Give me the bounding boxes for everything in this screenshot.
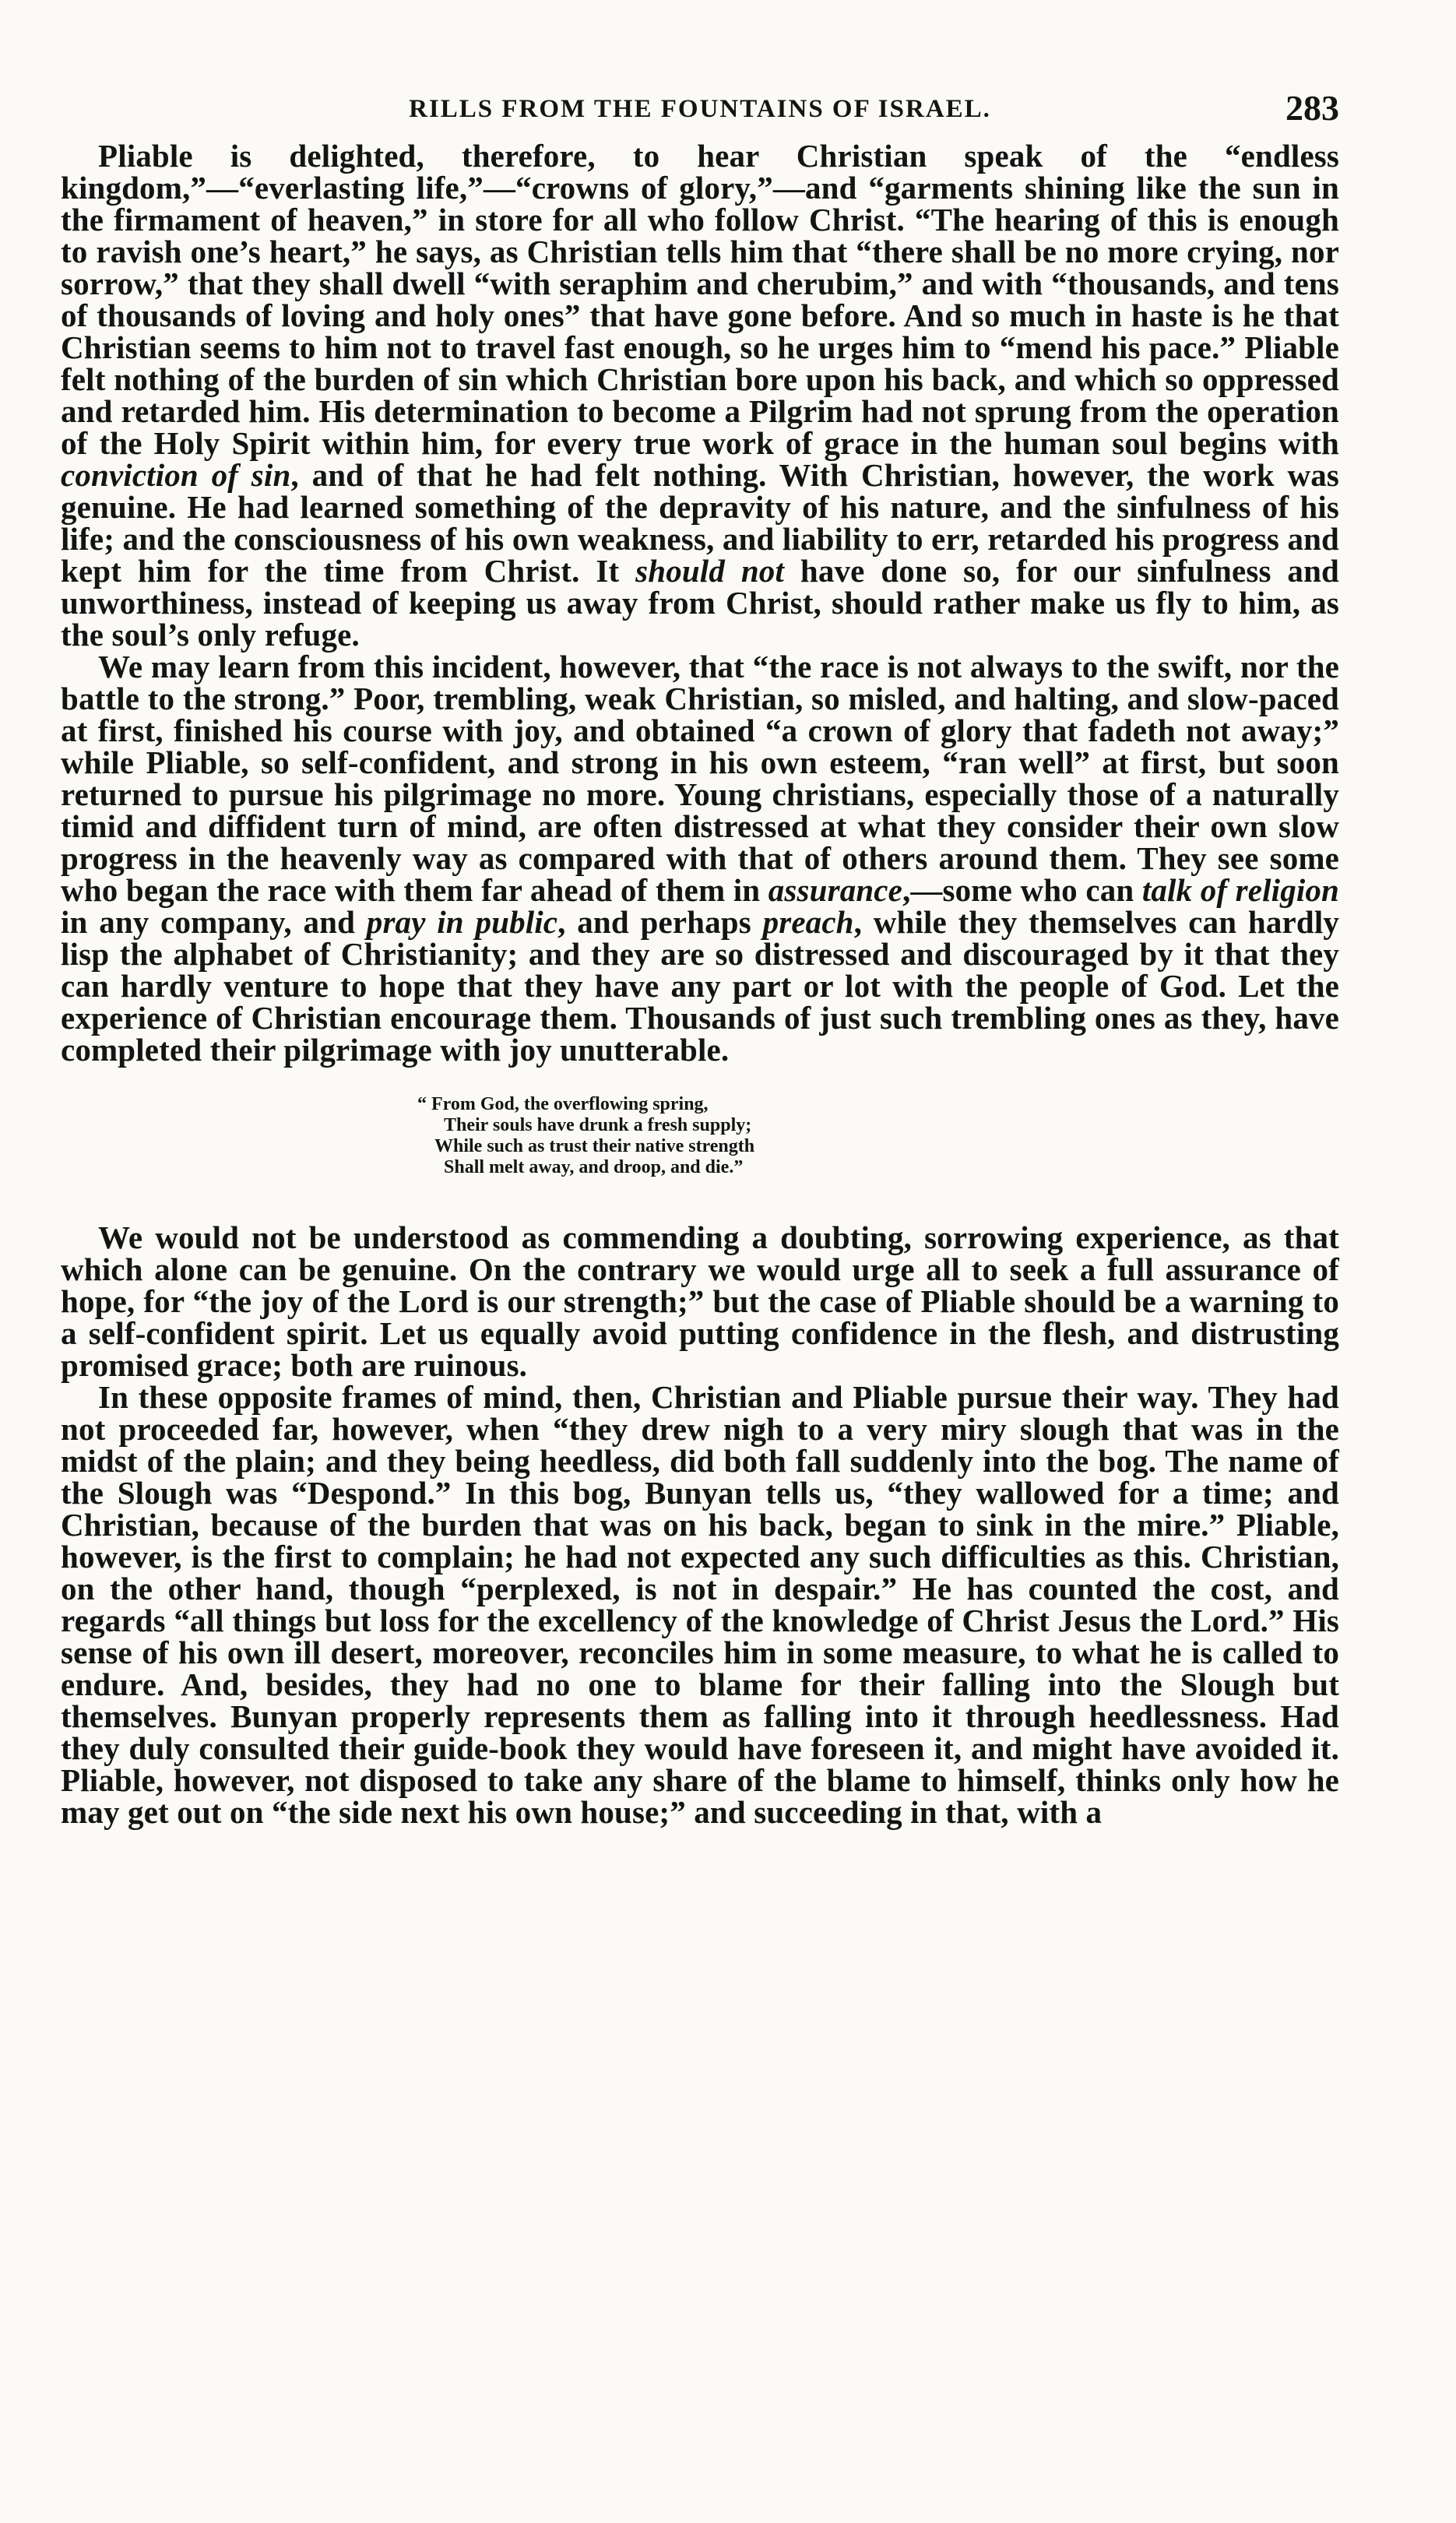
paragraph [61,1219,1339,1383]
verse-line: While such as trust their native strength [434,1136,755,1156]
italic-phrase: conviction of sin [61,457,291,493]
text-run: We would not be understood as commending a doubting, sorrowing experience, as that which alone can be genuine. On the contrary we would urge all to seek a full assurance of hope, for “the joy of the Lord is our strength;” but the case of Pliable should be a warning to a self-confident spirit. Let us equally avoid putting confidence in the flesh, and distrusting promised grace; both are ruinous. [61,1219,1339,1383]
italic-phrase: talk of religion [1141,872,1340,908]
body-text-lower [61,1219,1339,1830]
verse-quotation [417,1094,1339,1178]
verse-line: Their souls have drunk a fresh supply; [444,1115,752,1135]
verse-line: Shall melt away, and droop, and die.” [444,1157,744,1177]
italic-phrase: preach [762,904,854,940]
text-run: , while they themselves can hardly lisp the alphabet of Christianity; and they are so distressed and discouraged by it that they can hardly venture to hope that they have any part or lot with the people of God. Let the experience of Christian encourage them. Thousands of just such trembling ones as they, have completed their pilgrimage with joy unutterable. [61,904,1340,1068]
running-title: RILLS FROM THE FOUNTAINS OF ISRAEL. [409,95,991,123]
text-run: , and perhaps [557,904,763,940]
text-run: Pliable is delighted, therefore, to hear Christian speak of the “endless kingdom,”—“everlasting life,”—“crowns of glory,”—and “garments shining like the sun in the firmament of heaven,” in store for all who follow Christ. “The hearing of this is enough to ravish one’s heart,” he says, as Christian tells him that “there shall be no more crying, nor sorrow,” that they shall dwell “with seraphim and cherubim,” and with “thousands, and tens of thousands of loving and holy ones” that have gone before. And so much in haste is he that Christian seems to him not to travel fast enough, so he urges him to “mend his pace.” Pliable felt nothing of the burden of sin which Christian bore upon his back, and which so oppressed and retarded him. His determination to become a Pilgrim had not sprung from the operation of the Holy Spirit within him, for every true work of grace in the human soul begins with [61,138,1339,461]
text-run: have done so, for our sinfulness and unworthiness, instead of keeping us away from Christ, should rather make us fly to him, as the soul’s only refuge. [61,553,1339,653]
paragraph [61,651,1339,1066]
text-run: , and of that he had felt nothing. With Christian, however, the work was genuine. He had learned something of the depravity of his nature, and the sinfulness of his life; and the consciousness of his own weakness, and liability to err, retarded his progress and kept him for the time from Christ. It [61,457,1339,589]
page-number: 283 [1285,88,1339,128]
verse-line: “ From God, the overflowing spring, [417,1094,709,1114]
paragraph [61,140,1339,651]
text-run: In these opposite frames of mind, then, Christian and Pliable pursue their way. They had not proceeded far, however, when “they drew nigh to a very miry slough that was in the midst of the plain; and they being heedless, did both fall suddenly into the bog. The name of the Slough was “Despond.” In this bog, Bunyan tells us, “they wallowed for a time; and Christian, because of the burden that was on his back, began to sink in the mire.” Pliable, however, is the first to complain; he had not expected any such difficulties as this. Christian, on the other hand, though “perplexed, is not in despair.” He has counted the cost, and regards “all things but loss for the excellency of the knowledge of Christ Jesus the Lord.” His sense of his own ill desert, moreover, reconciles him in some measure, to what he is called to endure. And, besides, they had no one to blame for their falling into the Slough but themselves. Bunyan properly represents them as falling into it through heedlessness. Had they duly consulted their guide-book they would have foreseen it, and might have avoided it. Pliable, however, not disposed to take any share of the blame to himself, thinks only how he may get out on “the side next his own house;” and succeeding in that, with a [61,1379,1339,1830]
body-text-upper [61,140,1339,1066]
italic-phrase: pray in public [366,904,558,940]
italic-phrase: assurance [768,872,902,908]
running-head [61,78,1339,140]
paragraph [61,1381,1339,1828]
text-run: ,—some who can [902,872,1142,908]
text-run: We may learn from this incident, however, that “the race is not always to the swift, nor the battle to the strong.” Poor, trembling, weak Christian, so misled, and halting, and slow-paced at first, finished his course with joy, and obtained “a crown of glory that fadeth not away;” while Pliable, so self-confident, and strong in his own esteem, “ran well” at first, but soon returned to pursue his pilgrimage no more. Young christians, especially those of a naturally timid and diffident turn of mind, are often distressed at what they consider their own slow progress in the heavenly way as compared with that of others around them. They see some who began the race with them far ahead of them in [61,649,1339,908]
text-run: in any company, and [61,904,367,940]
italic-phrase: should not [635,553,785,589]
